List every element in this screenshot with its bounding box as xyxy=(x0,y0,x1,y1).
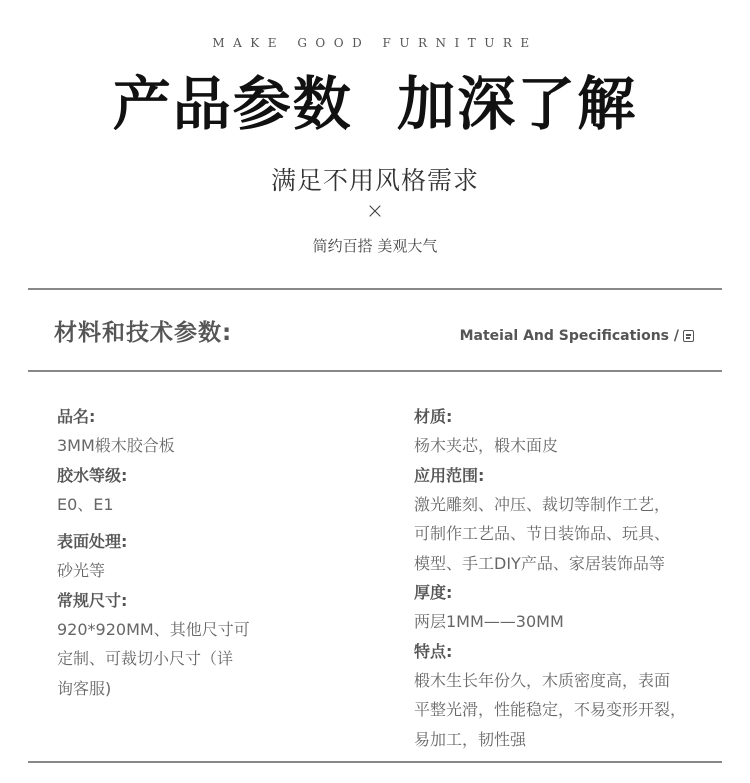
spec-item xyxy=(414,402,734,461)
spec-value: 可制作工艺品、节日装饰品、玩具、 xyxy=(414,524,671,543)
times-divider: × xyxy=(365,199,385,224)
spec-column-left xyxy=(57,402,357,703)
spec-value: 椴木生长年份久，木质密度高，表面 xyxy=(414,670,671,690)
section-subtitle-en xyxy=(460,328,694,344)
brand-slogan: MAKE GOOD FURNITURE xyxy=(212,36,538,50)
page-subtitle: 满足不用风格需求 xyxy=(270,166,479,195)
divider-top xyxy=(28,288,722,290)
spec-value: 易加工，韧性强 xyxy=(414,729,527,749)
spec-item xyxy=(57,402,357,461)
spec-label: 材质: xyxy=(414,407,453,426)
spec-label: 常规尺寸: xyxy=(57,590,128,610)
spec-label: 胶水等级: xyxy=(57,465,128,485)
spec-label: 特点: xyxy=(414,641,453,661)
spec-item xyxy=(414,637,734,755)
document-icon xyxy=(683,330,694,342)
spec-label: 应用范围: xyxy=(414,465,485,485)
spec-value: 920*920MM、其他尺寸可 xyxy=(57,619,250,639)
spec-label: 表面处理: xyxy=(57,532,128,551)
spec-value: 定制、可裁切小尺寸（详 xyxy=(57,649,234,668)
spec-item xyxy=(57,586,357,704)
spec-value: 杨木夹芯，椴木面皮 xyxy=(414,436,559,455)
spec-item xyxy=(414,461,734,579)
tagline: 简约百搭 美观大气 xyxy=(312,237,438,255)
spec-value: 3MM椴木胶合板 xyxy=(57,436,175,455)
section-title: 材料和技术参数: xyxy=(54,320,233,346)
spec-value: 激光雕刻、冲压、裁切等制作工艺， xyxy=(414,494,671,514)
spec-label: 品名: xyxy=(57,407,96,426)
page-headline: 产品参数 加深了解 xyxy=(112,70,638,138)
spec-value: E0、E1 xyxy=(57,494,114,514)
spec-value: 模型、手工DIY产品、家居装饰品等 xyxy=(414,553,665,573)
spec-item xyxy=(57,527,357,586)
section-subtitle-en-text: Mateial And Specifications / xyxy=(459,328,679,344)
spec-value: 砂光等 xyxy=(57,561,106,580)
spec-value: 询客服) xyxy=(57,678,112,698)
spec-value: 两层1MM——30MM xyxy=(414,612,564,631)
divider-middle xyxy=(28,370,722,372)
spec-value: 平整光滑，性能稳定，不易变形开裂， xyxy=(414,700,687,719)
spec-column-right xyxy=(414,402,734,754)
divider-bottom xyxy=(28,761,722,763)
spec-label: 厚度: xyxy=(414,583,453,602)
spec-item xyxy=(414,578,734,637)
spec-item xyxy=(57,461,357,520)
